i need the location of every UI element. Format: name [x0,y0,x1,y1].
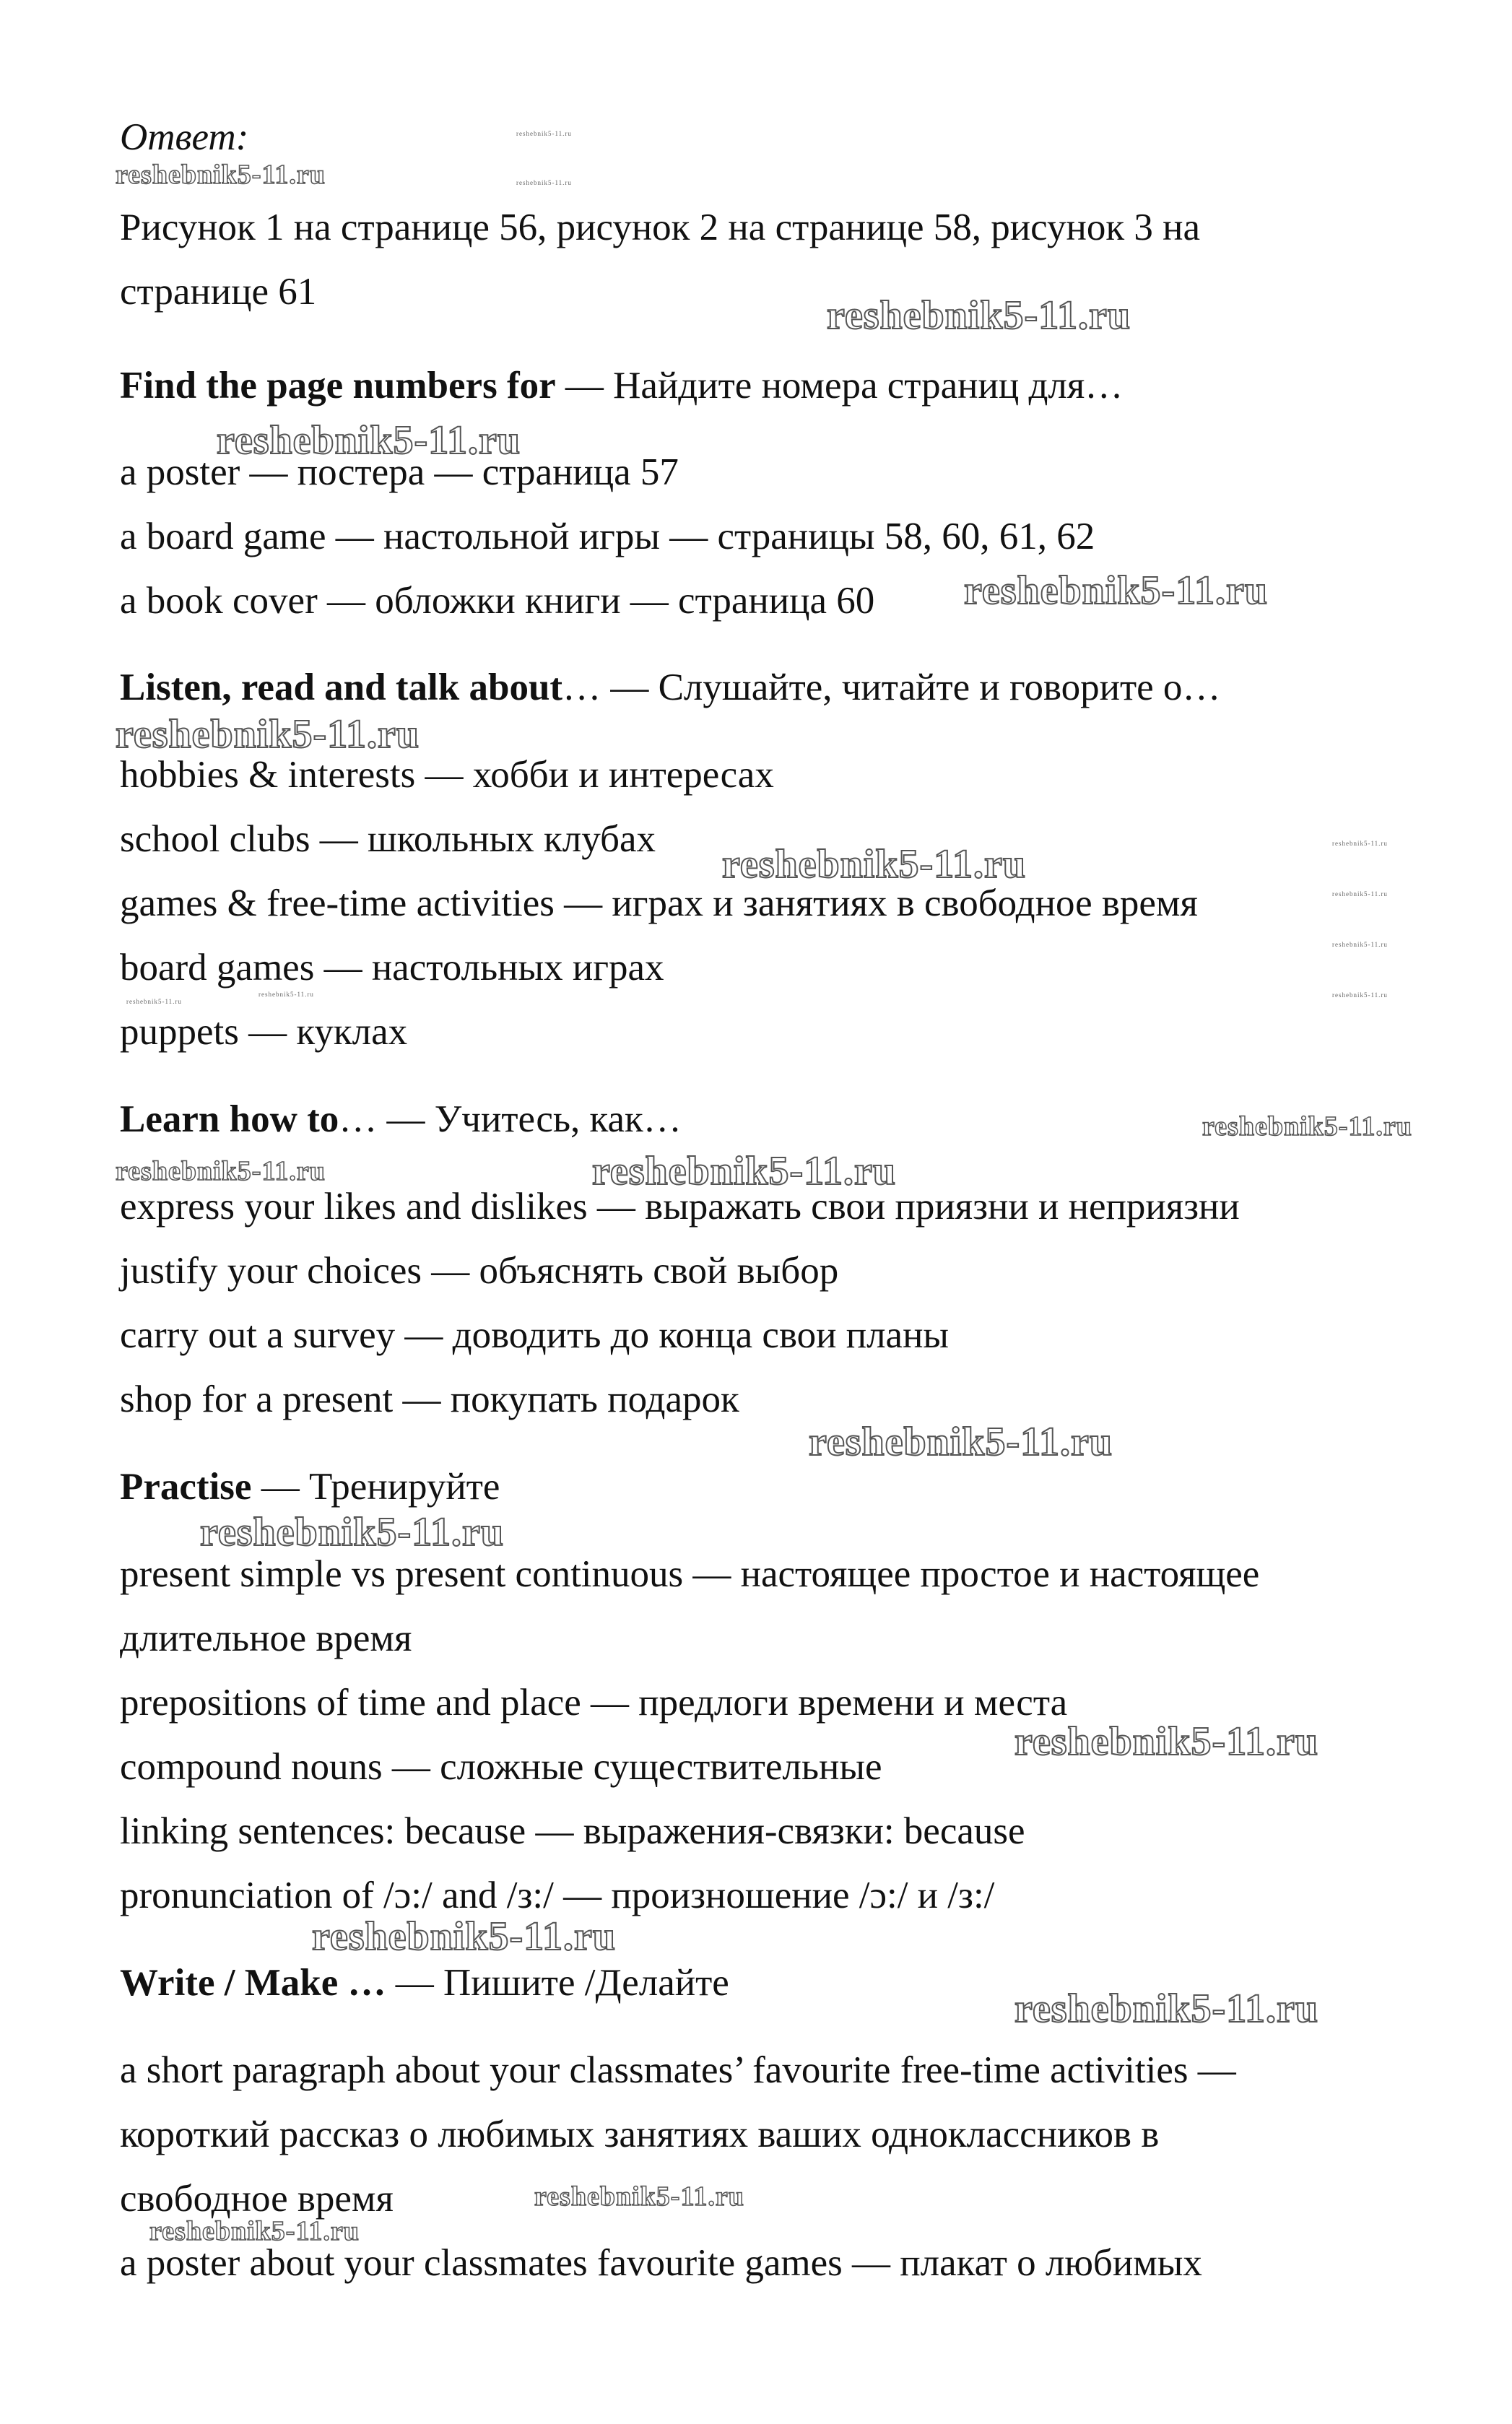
text-line: linking sentences: because — выражения-связки: because [120,1810,1025,1852]
watermark: reshebnik5-11.ru [534,2181,744,2212]
text-line: a book cover — обложки книги — страница 60 [120,580,875,622]
section-heading [120,1960,729,2006]
text-line: shop for a present — покупать подарок [120,1378,739,1420]
watermark: reshebnik5-11.ru [722,842,1027,887]
answer-label: Ответ: [120,116,249,158]
watermark: reshebnik5-11.ru [312,1914,617,1959]
text-line: justify your choices — объяснять свой выбор [120,1250,839,1292]
text-line: puppets — куклах [120,1011,408,1053]
text-line: странице 61 [120,271,317,313]
heading-rest: … — Учитесь, как… [339,1098,682,1140]
text-line: a board game — настольной игры — страницы 58, 60, 61, 62 [120,516,1095,557]
text-line: pronunciation of /ɔ:/ and /з:/ — произношение /ɔ:/ и /з:/ [120,1875,995,1916]
text-line: hobbies & interests — хобби и интересах [120,754,774,796]
watermark: reshebnik5-11.ru [126,998,182,1005]
section-heading [120,362,1123,409]
watermark: reshebnik5-11.ru [258,991,314,998]
text-line: короткий рассказ о любимых занятиях ваших одноклассников в [120,2114,1160,2155]
text-line: prepositions of time and place — предлоги времени и места [120,1682,1068,1724]
text-line: school clubs — школьных клубах [120,818,656,860]
text-line: carry out a survey — доводить до конца свои планы [120,1314,950,1356]
watermark: reshebnik5-11.ru [116,160,326,190]
watermark: reshebnik5-11.ru [809,1420,1113,1464]
watermark: reshebnik5-11.ru [1332,941,1388,948]
heading-rest: — Тренируйте [251,1466,500,1508]
heading-rest: … — Слушайте, читайте и говорите о… [562,666,1221,708]
watermark: reshebnik5-11.ru [592,1149,897,1194]
text-line: a poster — постера — страница 57 [120,451,679,493]
heading-bold: Learn how to [120,1098,339,1140]
watermark: reshebnik5-11.ru [116,1156,326,1186]
watermark: reshebnik5-11.ru [1014,1986,1319,2031]
heading-rest: — Найдите номера страниц для… [555,365,1124,407]
watermark: reshebnik5-11.ru [516,179,572,186]
heading-bold: Practise [120,1466,252,1508]
heading-bold: Listen, read and talk about [120,666,563,708]
watermark: reshebnik5-11.ru [827,293,1131,338]
text-line: длительное время [120,1617,412,1659]
watermark: reshebnik5-11.ru [1202,1111,1412,1142]
text-line: games & free-time activities — играх и занятиях в свободное время [120,882,1198,924]
watermark: reshebnik5-11.ru [964,568,1269,613]
watermark: reshebnik5-11.ru [1014,1719,1319,1764]
watermark: reshebnik5-11.ru [1332,991,1388,999]
text-line: express your likes and dislikes — выражать свои приязни и неприязни [120,1186,1240,1228]
section-heading [120,1096,682,1142]
text-line: a short paragraph about your classmates’ favourite free-time activities — [120,2049,1236,2091]
watermark: reshebnik5-11.ru [1332,840,1388,847]
text-line: Рисунок 1 на странице 56, рисунок 2 на странице 58, рисунок 3 на [120,207,1200,248]
heading-rest: — Пишите /Делайте [386,1962,729,2004]
watermark: reshebnik5-11.ru [149,2216,360,2246]
watermark: reshebnik5-11.ru [116,712,420,757]
section-heading [120,664,1220,711]
watermark: reshebnik5-11.ru [516,130,572,137]
heading-bold: Write / Make … [120,1962,386,2004]
watermark: reshebnik5-11.ru [200,1510,505,1555]
text-line: board games — настольных играх [120,947,664,989]
text-line: present simple vs present continuous — настоящее простое и настоящее [120,1553,1260,1595]
text-line: a poster about your classmates favourite games — плакат о любимых [120,2242,1202,2284]
watermark: reshebnik5-11.ru [217,418,521,463]
heading-bold: Find the page numbers for [120,365,556,407]
text-line: compound nouns — сложные существительные [120,1746,882,1788]
section-heading [120,1464,500,1510]
text-line: свободное время [120,2178,394,2220]
watermark: reshebnik5-11.ru [1332,890,1388,898]
